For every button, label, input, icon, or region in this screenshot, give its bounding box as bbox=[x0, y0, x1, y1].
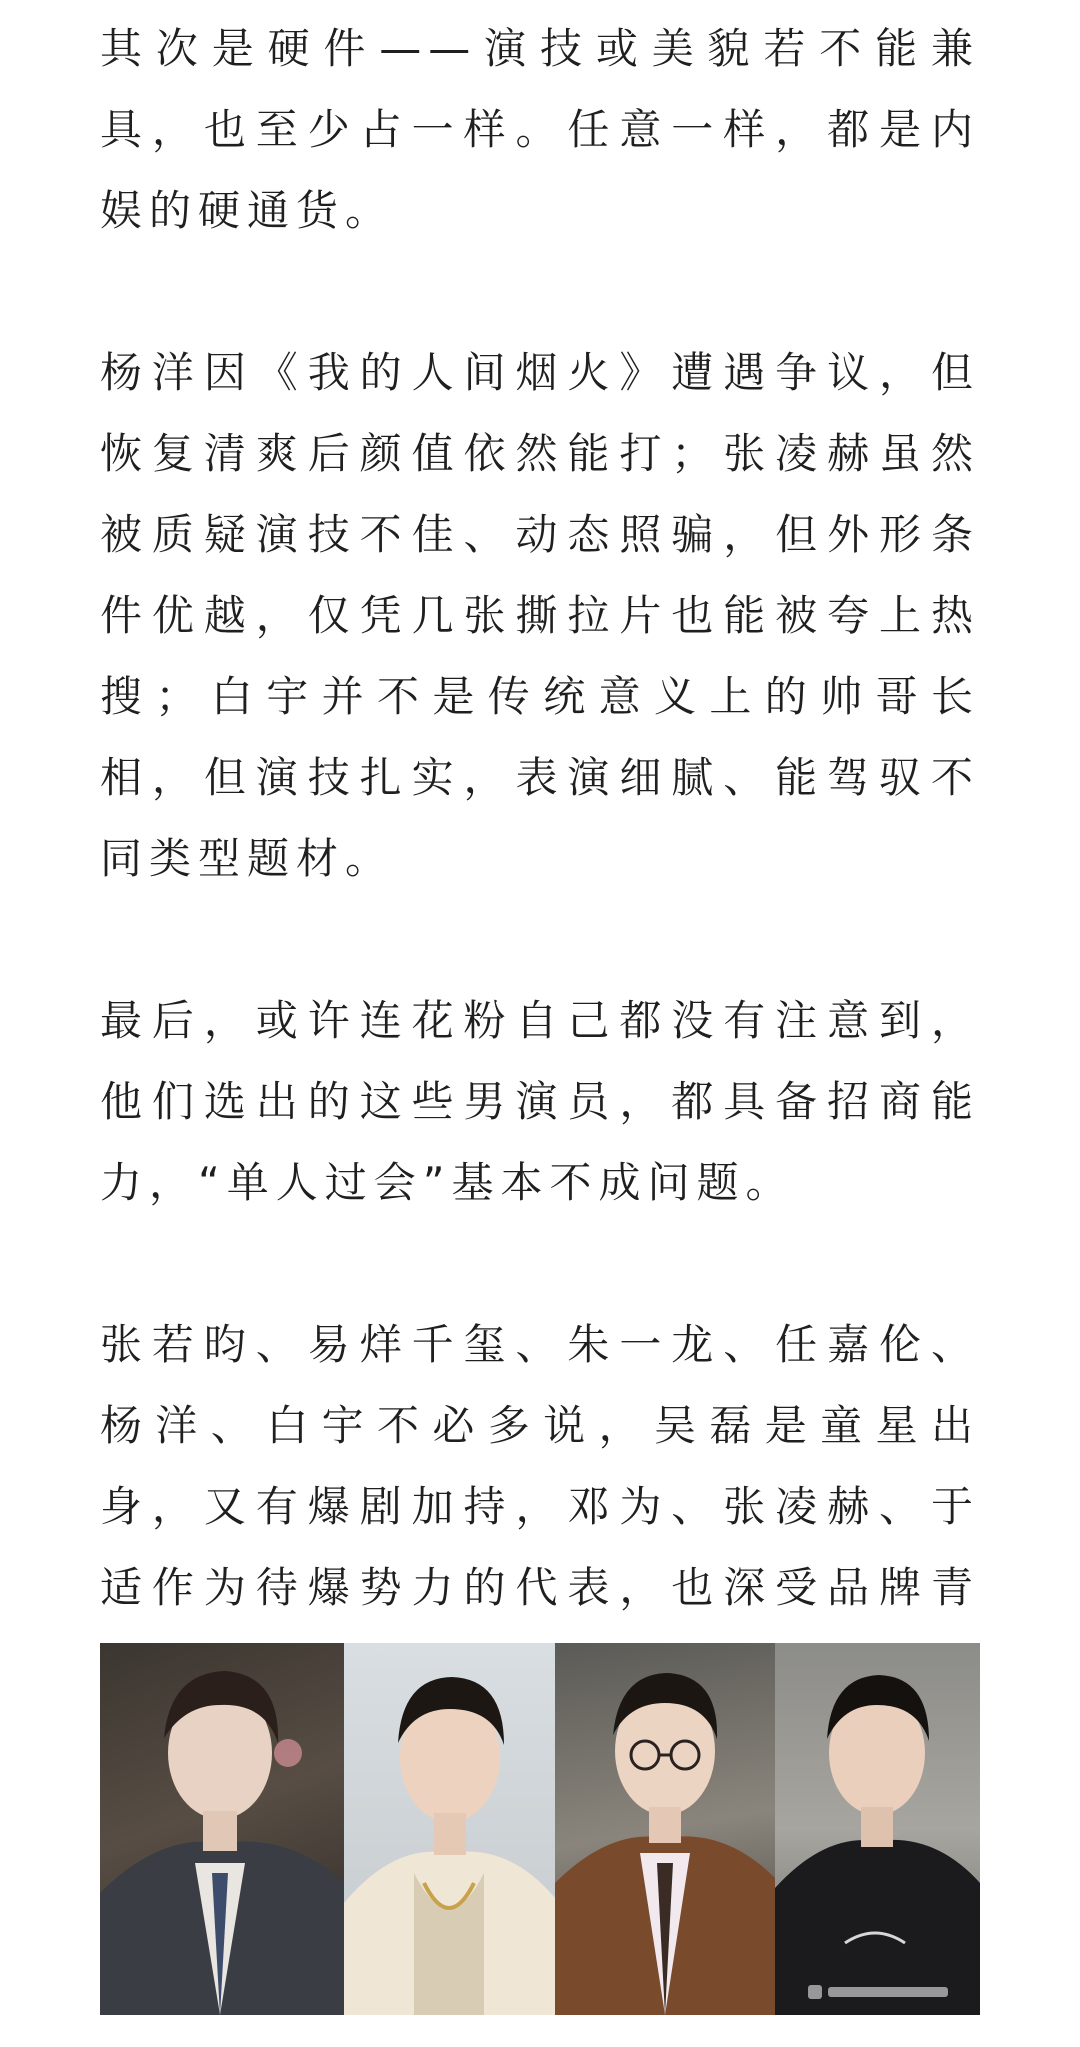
paragraph-commercial: 最后，或许连花粉自己都没有注意到，他们选出的这些男演员，都具备招商能力，“单人过会”基本不成问题。 bbox=[100, 996, 980, 1207]
article-body bbox=[100, 8, 980, 1709]
watermark-icon bbox=[808, 1981, 958, 2003]
portrait-photo-icon bbox=[100, 1643, 344, 2015]
actor-photo-3[interactable] bbox=[555, 1643, 775, 2015]
portrait-photo-icon bbox=[555, 1643, 775, 2015]
paragraph-actors: 张若昀、易烊千玺、朱一龙、任嘉伦、杨洋、白宇不必多说，吴磊是童星出身，又有爆剧加持，邓为、张凌赫、于适作为待爆势力的代表，也深受品牌青 bbox=[100, 1320, 980, 1612]
portrait-photo-icon bbox=[344, 1643, 555, 2015]
portrait-photo-icon bbox=[775, 1643, 980, 2015]
actor-photo-2[interactable] bbox=[344, 1643, 555, 2015]
actor-photo-strip[interactable] bbox=[100, 1643, 980, 2015]
paragraph-examples: 杨洋因《我的人间烟火》遭遇争议，但恢复清爽后颜值依然能打；张凌赫虽然被质疑演技不佳、动态照骗，但外形条件优越，仅凭几张撕拉片也能被夸上热搜；白宇并不是传统意义上的帅哥长相，但演技扎实，表演细腻、能驾驭不同类型题材。 bbox=[100, 348, 980, 883]
actor-photo-1[interactable] bbox=[100, 1643, 344, 2015]
actor-photo-4[interactable] bbox=[775, 1643, 980, 2015]
paragraph-hardware: 其次是硬件——演技或美貌若不能兼具，也至少占一样。任意一样，都是内娱的硬通货。 bbox=[100, 24, 980, 235]
